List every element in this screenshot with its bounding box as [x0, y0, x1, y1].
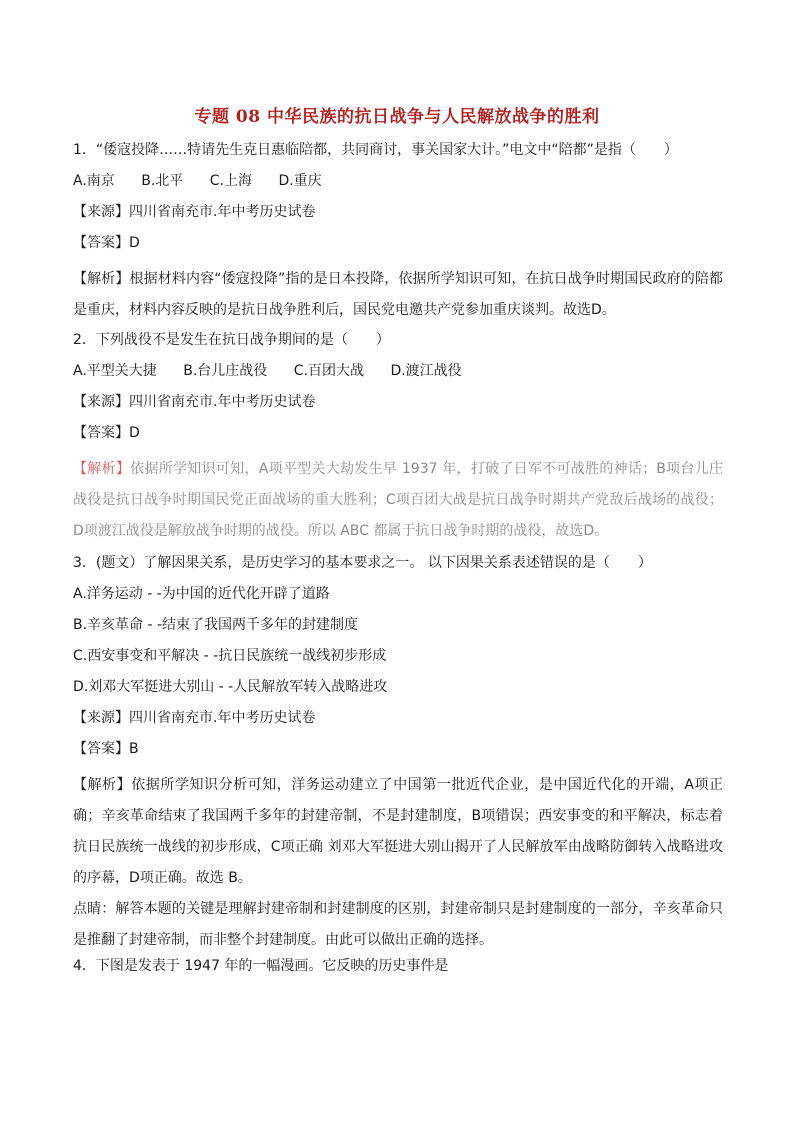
question-2-options: [73, 361, 723, 392]
question-1-source: [73, 202, 723, 233]
analysis-tag: 【解析】: [73, 777, 132, 793]
question-3-note: 点睛：解答本题的关键是理解封建帝制和封建制度的区别，封建帝制只是封建制度的一部分，辛亥革命只是推翻了封建帝制，而非整个封建制度。由此可以做出正确的选择。: [73, 901, 723, 948]
question-3-option-b: B.辛亥革命 - -结束了我国两千多年的封建制度: [73, 617, 359, 633]
option-a: A.南京: [73, 173, 115, 189]
option-b: B.北平: [141, 173, 184, 189]
source-tag: 【来源】: [73, 710, 129, 726]
question-1-options: [73, 171, 723, 202]
option-d: D.渡江战役: [390, 363, 462, 379]
option-c: C.上海: [209, 173, 252, 189]
question-2-stem: 2．下列战役不是发生在抗日战争期间的是（ ）: [73, 332, 390, 348]
question-3-option-a: A.洋务运动 - -为中国的近代化开辟了道路: [73, 586, 330, 602]
question-2-analysis: [73, 454, 723, 547]
source-text: 四川省南充市.年中考历史试卷: [129, 394, 316, 410]
source-text: 四川省南充市.年中考历史试卷: [129, 204, 316, 220]
analysis-tag: 【解析】: [73, 271, 130, 287]
option-a: A.平型关大捷: [73, 363, 157, 379]
question-list: [73, 140, 723, 987]
analysis-text: 依据所学知识可知，A项平型关大劫发生早 1937 年，打破了日军不可战胜的神话；B项台儿庄战役是抗日战争时期国民党正面战场的重大胜利；C项百团大战是抗日战争时期共产党敌后战场的战役；D项渡江战役是解放战争时期的战役。所以 ABC 都属于抗日战争时期的战役，故选D。: [73, 461, 724, 539]
answer-tag: 【答案】: [73, 235, 129, 251]
analysis-tag: 【解析】: [73, 461, 131, 477]
option-b: B.台儿庄战役: [183, 363, 268, 379]
option-c: C.百团大战: [293, 363, 364, 379]
question-4-stem: 4．下图是发表于 1947 年的一幅漫画。它反映的历史事件是: [73, 958, 449, 974]
question-2-answer: [73, 423, 723, 454]
question-1-analysis: [73, 264, 723, 326]
answer-tag: 【答案】: [73, 741, 129, 757]
question-1-stem: 1．“倭寇投降……特请先生克日惠临陪都，共同商讨，事关国家大计。”电文中“陪都”是指（ ）: [73, 142, 678, 158]
question-3-analysis: [73, 770, 723, 894]
question-3-source: [73, 708, 723, 739]
source-tag: 【来源】: [73, 204, 129, 220]
analysis-text: 依据所学知识分析可知，洋务运动建立了中国第一批近代企业，是中国近代化的开端，A项正确；辛亥革命结束了我国两千多年的封建帝制，不是封建制度，B项错误；西安事变的和平解决，标志着抗日民族统一战线的初步形成，C项正确 刘邓大军挺进大别山揭开了人民解放军由战略防御转入战略进攻的序幕，D项正确。故选 B。: [73, 777, 724, 886]
answer-tag: 【答案】: [73, 425, 129, 441]
source-text: 四川省南充市.年中考历史试卷: [129, 710, 316, 726]
question-3-option-c: C.西安事变和平解决 - -抗日民族统一战线初步形成: [73, 648, 387, 664]
answer-text: D: [129, 425, 140, 441]
question-3-stem: 3．(题文）了解因果关系，是历史学习的基本要求之一。 以下因果关系表述错误的是（ ）: [73, 555, 652, 571]
source-tag: 【来源】: [73, 394, 129, 410]
question-1-answer: [73, 233, 723, 264]
answer-text: D: [129, 235, 140, 251]
question-3-answer: [73, 739, 723, 770]
question-2-source: [73, 392, 723, 423]
page-title: 专题 08 中华民族的抗日战争与人民解放战争的胜利: [194, 107, 600, 127]
answer-text: B: [129, 741, 139, 757]
analysis-text: 根据材料内容“倭寇投降”指的是日本投降，依据所学知识可知，在抗日战争时期国民政府的陪都是重庆，材料内容反映的是抗日战争胜利后，国民党电邀共产党参加重庆谈判。故选D。: [73, 271, 723, 318]
option-d: D.重庆: [278, 173, 322, 189]
question-3-option-d: D.刘邓大军挺进大别山 - -人民解放军转入战略进攻: [73, 679, 388, 695]
